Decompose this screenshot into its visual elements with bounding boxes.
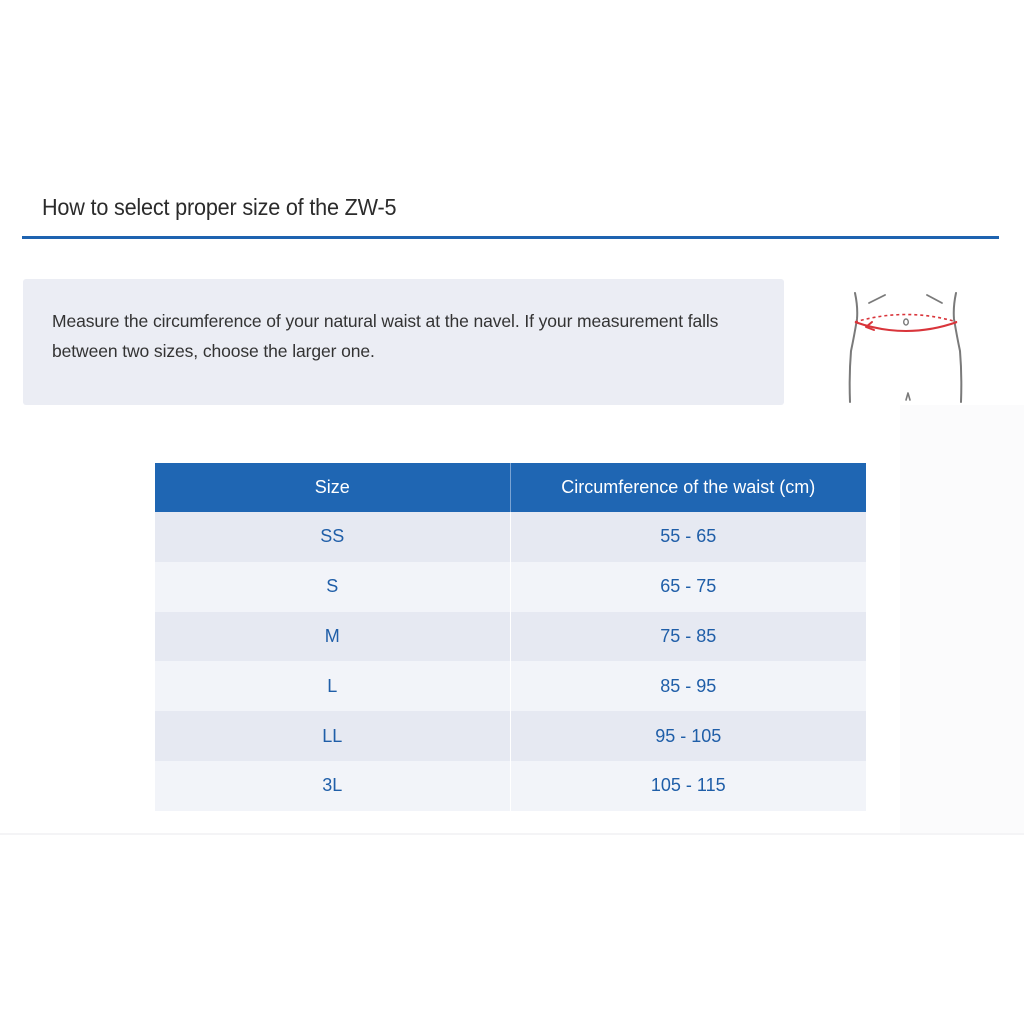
- table-row: [155, 661, 866, 711]
- measurement-instructions-text: Measure the circumference of your natural waist at the navel. If your measurement falls between two sizes, choose the larger one.: [52, 311, 719, 361]
- table-row: [155, 761, 866, 811]
- size-chart-table: [155, 463, 866, 811]
- size-cell: SS: [155, 512, 510, 562]
- size-column-header: Size: [155, 463, 510, 512]
- table-row: [155, 711, 866, 761]
- figure-background: [900, 405, 1024, 835]
- size-cell: 3L: [155, 761, 510, 811]
- circumference-column-header: Circumference of the waist (cm): [510, 463, 866, 512]
- waist-measurement-figure-icon: [836, 285, 976, 410]
- circumference-cell: 55 - 65: [510, 512, 866, 562]
- circumference-cell: 75 - 85: [510, 612, 866, 662]
- size-cell: M: [155, 612, 510, 662]
- size-cell: LL: [155, 711, 510, 761]
- table-row: [155, 562, 866, 612]
- table-row: [155, 512, 866, 562]
- title-divider: [22, 236, 999, 239]
- table-header-row: [155, 463, 866, 512]
- table-row: [155, 612, 866, 662]
- circumference-cell: 95 - 105: [510, 711, 866, 761]
- circumference-cell: 65 - 75: [510, 562, 866, 612]
- size-cell: L: [155, 661, 510, 711]
- circumference-cell: 105 - 115: [510, 761, 866, 811]
- measurement-instructions-box: [23, 279, 784, 405]
- size-cell: S: [155, 562, 510, 612]
- page-title: How to select proper size of the ZW-5: [42, 194, 397, 220]
- page-bottom-divider: [0, 833, 1024, 835]
- circumference-cell: 85 - 95: [510, 661, 866, 711]
